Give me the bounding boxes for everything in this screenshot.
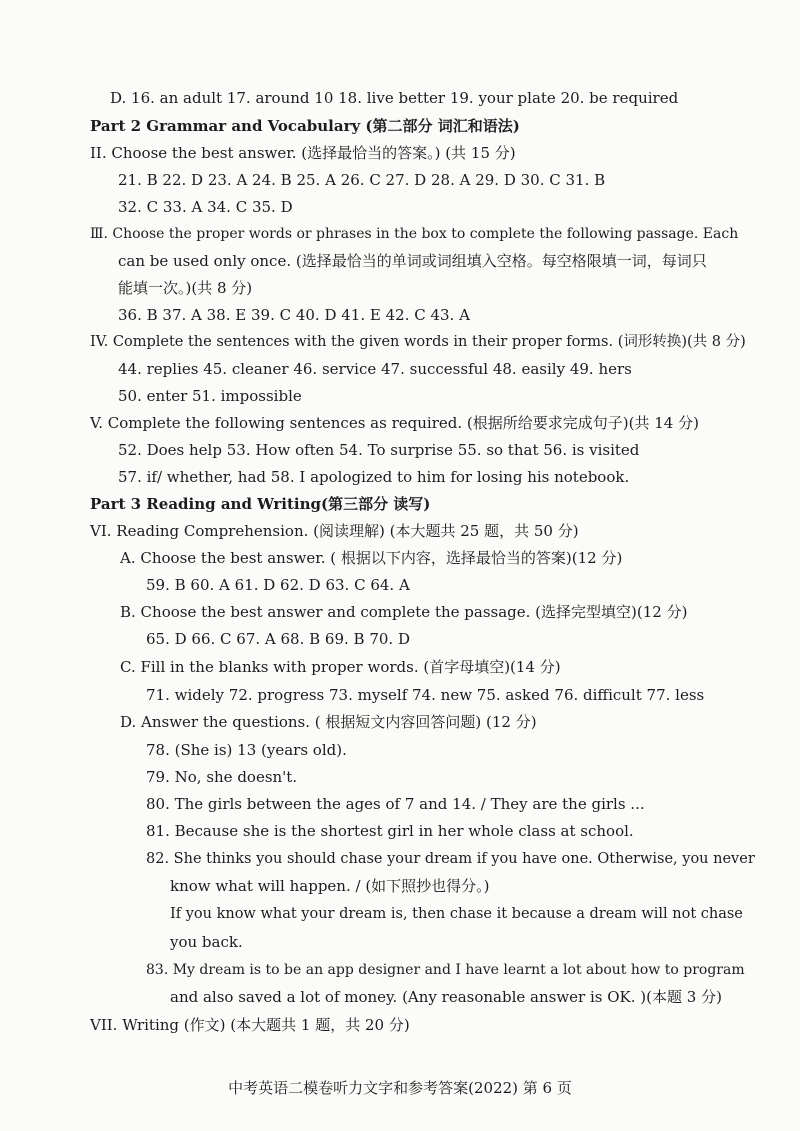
answer-82-line4: you back. [170, 933, 243, 951]
answer-82-line2: know what will happen. / (如下照抄也得分。) [170, 877, 490, 895]
section6d-heading: D. Answer the questions. ( 根据短文内容回答问题) (12 分) [120, 713, 537, 731]
part3-heading: Part 3 Reading and Writing(第三部分 读写) [90, 495, 431, 513]
listening-d-answers: D. 16. an adult 17. around 10 18. live better 19. your plate 20. be required [110, 89, 679, 107]
section5-answers-row2: 57. if/ whether, had 58. I apologized to him for losing his notebook. [118, 468, 630, 486]
section4-heading: IV. Complete the sentences with the given words in their proper forms. (词形转换)(共 8 分) [90, 334, 746, 350]
section6b-answers: 65. D 66. C 67. A 68. B 69. B 70. D [146, 630, 410, 648]
answer-80: 80. The girls between the ages of 7 and 14. / They are the girls ... [146, 795, 645, 813]
section6-heading: VI. Reading Comprehension. (阅读理解) (本大题共 25 题，共 50 分) [90, 522, 579, 540]
section6c-heading: C. Fill in the blanks with proper words. (首字母填空)(14 分) [120, 658, 561, 676]
section2-answers-row1: 21. B 22. D 23. A 24. B 25. A 26. C 27. D 28. A 29. D 30. C 31. B [118, 171, 606, 189]
answer-82-line1: 82. She thinks you should chase your dream if you have one. Otherwise, you never [146, 851, 755, 867]
answer-83-line2: and also saved a lot of money. (Any reasonable answer is OK. )(本题 3 分) [170, 988, 722, 1006]
section3-heading-line1: Ⅲ. Choose the proper words or phrases in the box to complete the following passage. Each [90, 226, 739, 242]
section2-heading: II. Choose the best answer. (选择最恰当的答案。) (共 15 分) [90, 144, 516, 162]
answer-82-line3: If you know what your dream is, then chase it because a dream will not chase [170, 906, 743, 922]
section7-heading: VII. Writing (作文) (本大题共 1 题，共 20 分) [90, 1016, 410, 1034]
section6a-answers: 59. B 60. A 61. D 62. D 63. C 64. A [146, 576, 410, 594]
section3-heading-line3: 能填一次。)(共 8 分) [118, 279, 253, 297]
answer-83-line1: 83. My dream is to be an app designer and I have learnt a lot about how to program [146, 962, 745, 978]
page-footer: 中考英语二模卷听力文字和参考答案(2022) 第 6 页 [228, 1079, 572, 1097]
section5-heading: V. Complete the following sentences as required. (根据所给要求完成句子)(共 14 分) [90, 414, 699, 432]
section4-answers-row1: 44. replies 45. cleaner 46. service 47. successful 48. easily 49. hers [118, 360, 632, 378]
section6b-heading: B. Choose the best answer and complete the passage. (选择完型填空)(12 分) [120, 603, 688, 621]
section5-answers-row1: 52. Does help 53. How often 54. To surprise 55. so that 56. is visited [118, 441, 640, 459]
section2-answers-row2: 32. C 33. A 34. C 35. D [118, 198, 293, 216]
section3-answers: 36. B 37. A 38. E 39. C 40. D 41. E 42. C 43. A [118, 306, 470, 324]
answer-79: 79. No, she doesn't. [146, 768, 298, 786]
part2-heading: Part 2 Grammar and Vocabulary (第二部分 词汇和语法) [90, 117, 520, 135]
section6a-heading: A. Choose the best answer. ( 根据以下内容，选择最恰当的答案)(12 分) [120, 549, 623, 567]
answer-81: 81. Because she is the shortest girl in her whole class at school. [146, 822, 634, 840]
section4-answers-row2: 50. enter 51. impossible [118, 387, 302, 405]
answer-78: 78. (She is) 13 (years old). [146, 741, 347, 759]
section3-heading-line2: can be used only once. (选择最恰当的单词或词组填入空格。每空格限填一词，每词只 [118, 252, 707, 270]
section6c-answers: 71. widely 72. progress 73. myself 74. new 75. asked 76. difficult 77. less [146, 686, 705, 704]
